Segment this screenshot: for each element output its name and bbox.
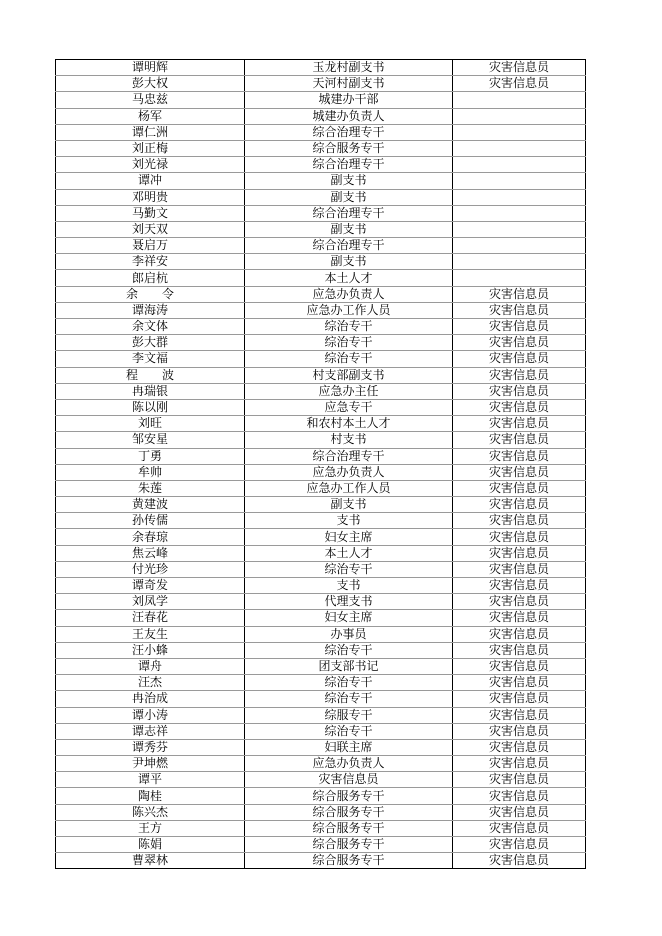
role-cell	[453, 205, 586, 221]
role-cell: 灾害信息员	[453, 480, 586, 496]
table-row	[56, 448, 586, 464]
name-cell: 余春琼	[56, 529, 245, 545]
role-cell: 灾害信息员	[453, 723, 586, 739]
position-cell: 综治专干	[245, 561, 453, 577]
table-row	[56, 610, 586, 626]
table-row	[56, 594, 586, 610]
position-cell: 综服专干	[245, 707, 453, 723]
position-cell: 应急办主任	[245, 383, 453, 399]
table-row	[56, 140, 586, 156]
table-row	[56, 756, 586, 772]
table-row	[56, 335, 586, 351]
table-row	[56, 286, 586, 302]
position-cell: 综合服务专干	[245, 853, 453, 869]
position-cell: 应急办负责人	[245, 756, 453, 772]
role-cell	[453, 140, 586, 156]
position-cell: 和农村本土人才	[245, 416, 453, 432]
position-cell: 村支部副支书	[245, 367, 453, 383]
position-cell: 天河村副支书	[245, 76, 453, 92]
position-cell: 综治专干	[245, 723, 453, 739]
position-cell: 支书	[245, 578, 453, 594]
table-row	[56, 416, 586, 432]
role-cell	[453, 108, 586, 124]
role-cell: 灾害信息员	[453, 416, 586, 432]
role-cell: 灾害信息员	[453, 448, 586, 464]
role-cell: 灾害信息员	[453, 464, 586, 480]
name-cell: 汪小蜂	[56, 642, 245, 658]
table-row	[56, 319, 586, 335]
role-cell: 灾害信息员	[453, 739, 586, 755]
position-cell: 综合治理专干	[245, 157, 453, 173]
table-row	[56, 545, 586, 561]
name-cell: 牟帅	[56, 464, 245, 480]
name-cell: 谭冲	[56, 173, 245, 189]
name-cell: 焦云峰	[56, 545, 245, 561]
name-cell: 马忠兹	[56, 92, 245, 108]
position-cell: 妇女主席	[245, 610, 453, 626]
table-row	[56, 739, 586, 755]
table-row	[56, 529, 586, 545]
roster-body	[56, 60, 586, 869]
position-cell: 综治专干	[245, 335, 453, 351]
position-cell: 副支书	[245, 189, 453, 205]
role-cell: 灾害信息员	[453, 707, 586, 723]
position-cell: 综合治理专干	[245, 448, 453, 464]
table-row	[56, 691, 586, 707]
name-cell: 王友生	[56, 626, 245, 642]
role-cell: 灾害信息员	[453, 286, 586, 302]
table-row	[56, 60, 586, 76]
role-cell: 灾害信息员	[453, 561, 586, 577]
position-cell: 综合服务专干	[245, 837, 453, 853]
name-cell: 刘光禄	[56, 157, 245, 173]
position-cell: 本土人才	[245, 270, 453, 286]
name-cell: 付光珍	[56, 561, 245, 577]
position-cell: 团支部书记	[245, 658, 453, 674]
name-cell: 谭小涛	[56, 707, 245, 723]
position-cell: 应急办工作人员	[245, 480, 453, 496]
role-cell: 灾害信息员	[453, 383, 586, 399]
role-cell	[453, 157, 586, 173]
name-cell: 谭平	[56, 772, 245, 788]
table-row	[56, 853, 586, 869]
role-cell: 灾害信息员	[453, 529, 586, 545]
table-row	[56, 626, 586, 642]
name-cell: 李祥安	[56, 254, 245, 270]
position-cell: 综合服务专干	[245, 820, 453, 836]
table-row	[56, 76, 586, 92]
table-row	[56, 578, 586, 594]
role-cell: 灾害信息员	[453, 319, 586, 335]
position-cell: 支书	[245, 513, 453, 529]
table-row	[56, 464, 586, 480]
role-cell	[453, 124, 586, 140]
name-cell: 李文福	[56, 351, 245, 367]
name-cell: 彭大群	[56, 335, 245, 351]
table-row	[56, 804, 586, 820]
position-cell: 副支书	[245, 497, 453, 513]
position-cell: 应急办负责人	[245, 464, 453, 480]
name-cell: 陈娟	[56, 837, 245, 853]
position-cell: 副支书	[245, 254, 453, 270]
role-cell: 灾害信息员	[453, 367, 586, 383]
name-cell: 曹翠林	[56, 853, 245, 869]
position-cell: 本土人才	[245, 545, 453, 561]
position-cell: 灾害信息员	[245, 772, 453, 788]
role-cell: 灾害信息员	[453, 788, 586, 804]
table-row	[56, 383, 586, 399]
name-cell: 陈兴杰	[56, 804, 245, 820]
table-row	[56, 302, 586, 318]
role-cell: 灾害信息员	[453, 513, 586, 529]
position-cell: 综合治理专干	[245, 238, 453, 254]
table-row	[56, 92, 586, 108]
role-cell: 灾害信息员	[453, 691, 586, 707]
role-cell: 灾害信息员	[453, 578, 586, 594]
role-cell: 灾害信息员	[453, 302, 586, 318]
role-cell	[453, 173, 586, 189]
role-cell: 灾害信息员	[453, 642, 586, 658]
name-cell: 汪春花	[56, 610, 245, 626]
role-cell: 灾害信息员	[453, 804, 586, 820]
table-row	[56, 108, 586, 124]
table-row	[56, 723, 586, 739]
position-cell: 综治专干	[245, 642, 453, 658]
position-cell: 办事员	[245, 626, 453, 642]
role-cell: 灾害信息员	[453, 675, 586, 691]
name-cell: 尹坤燃	[56, 756, 245, 772]
name-cell: 余 令	[56, 286, 245, 302]
name-cell: 谭明辉	[56, 60, 245, 76]
position-cell: 城建办负责人	[245, 108, 453, 124]
position-cell: 综合服务专干	[245, 788, 453, 804]
role-cell: 灾害信息员	[453, 76, 586, 92]
name-cell: 谭仁洲	[56, 124, 245, 140]
position-cell: 玉龙村副支书	[245, 60, 453, 76]
table-row	[56, 205, 586, 221]
name-cell: 丁勇	[56, 448, 245, 464]
position-cell: 村支书	[245, 432, 453, 448]
table-row	[56, 561, 586, 577]
name-cell: 程 波	[56, 367, 245, 383]
role-cell: 灾害信息员	[453, 432, 586, 448]
position-cell: 应急专干	[245, 399, 453, 415]
position-cell: 妇女主席	[245, 529, 453, 545]
name-cell: 邓明贵	[56, 189, 245, 205]
role-cell: 灾害信息员	[453, 853, 586, 869]
role-cell: 灾害信息员	[453, 351, 586, 367]
table-row	[56, 254, 586, 270]
roster-table	[55, 59, 586, 869]
name-cell: 谭舟	[56, 658, 245, 674]
role-cell: 灾害信息员	[453, 399, 586, 415]
position-cell: 综合服务专干	[245, 140, 453, 156]
table-row	[56, 642, 586, 658]
name-cell: 陶桂	[56, 788, 245, 804]
name-cell: 谭海涛	[56, 302, 245, 318]
table-row	[56, 189, 586, 205]
name-cell: 谭秀芬	[56, 739, 245, 755]
name-cell: 谭志祥	[56, 723, 245, 739]
position-cell: 综合服务专干	[245, 804, 453, 820]
table-row	[56, 270, 586, 286]
table-row	[56, 367, 586, 383]
table-row	[56, 772, 586, 788]
table-row	[56, 707, 586, 723]
role-cell: 灾害信息员	[453, 626, 586, 642]
role-cell: 灾害信息员	[453, 756, 586, 772]
position-cell: 综治专干	[245, 691, 453, 707]
name-cell: 聂启万	[56, 238, 245, 254]
position-cell: 综合治理专干	[245, 205, 453, 221]
name-cell: 谭奇发	[56, 578, 245, 594]
table-row	[56, 399, 586, 415]
name-cell: 刘凤学	[56, 594, 245, 610]
role-cell: 灾害信息员	[453, 497, 586, 513]
table-row	[56, 432, 586, 448]
table-row	[56, 820, 586, 836]
table-row	[56, 480, 586, 496]
role-cell	[453, 270, 586, 286]
name-cell: 黄建波	[56, 497, 245, 513]
table-row	[56, 173, 586, 189]
role-cell	[453, 221, 586, 237]
position-cell: 副支书	[245, 221, 453, 237]
name-cell: 朱莲	[56, 480, 245, 496]
name-cell: 彭大权	[56, 76, 245, 92]
role-cell: 灾害信息员	[453, 837, 586, 853]
table-row	[56, 157, 586, 173]
name-cell: 余文体	[56, 319, 245, 335]
role-cell	[453, 92, 586, 108]
table-row	[56, 788, 586, 804]
name-cell: 刘天双	[56, 221, 245, 237]
role-cell: 灾害信息员	[453, 610, 586, 626]
name-cell: 陈以刚	[56, 399, 245, 415]
name-cell: 冉瑞银	[56, 383, 245, 399]
table-row	[56, 675, 586, 691]
position-cell: 综治专干	[245, 351, 453, 367]
position-cell: 应急办工作人员	[245, 302, 453, 318]
name-cell: 马勤文	[56, 205, 245, 221]
role-cell: 灾害信息员	[453, 658, 586, 674]
role-cell: 灾害信息员	[453, 772, 586, 788]
table-row	[56, 513, 586, 529]
table-row	[56, 658, 586, 674]
position-cell: 城建办干部	[245, 92, 453, 108]
name-cell: 刘正梅	[56, 140, 245, 156]
position-cell: 代理支书	[245, 594, 453, 610]
name-cell: 王方	[56, 820, 245, 836]
name-cell: 杨军	[56, 108, 245, 124]
name-cell: 刘旺	[56, 416, 245, 432]
position-cell: 副支书	[245, 173, 453, 189]
role-cell: 灾害信息员	[453, 60, 586, 76]
name-cell: 孙传儒	[56, 513, 245, 529]
role-cell: 灾害信息员	[453, 335, 586, 351]
name-cell: 郎启杭	[56, 270, 245, 286]
role-cell	[453, 238, 586, 254]
name-cell: 冉治成	[56, 691, 245, 707]
name-cell: 汪杰	[56, 675, 245, 691]
role-cell	[453, 254, 586, 270]
name-cell: 邹安星	[56, 432, 245, 448]
table-row	[56, 221, 586, 237]
position-cell: 综合治理专干	[245, 124, 453, 140]
role-cell: 灾害信息员	[453, 594, 586, 610]
position-cell: 妇联主席	[245, 739, 453, 755]
table-row	[56, 497, 586, 513]
position-cell: 综治专干	[245, 319, 453, 335]
table-row	[56, 351, 586, 367]
table-row	[56, 124, 586, 140]
role-cell	[453, 189, 586, 205]
role-cell: 灾害信息员	[453, 820, 586, 836]
position-cell: 综治专干	[245, 675, 453, 691]
table-row	[56, 837, 586, 853]
position-cell: 应急办负责人	[245, 286, 453, 302]
role-cell: 灾害信息员	[453, 545, 586, 561]
table-row	[56, 238, 586, 254]
